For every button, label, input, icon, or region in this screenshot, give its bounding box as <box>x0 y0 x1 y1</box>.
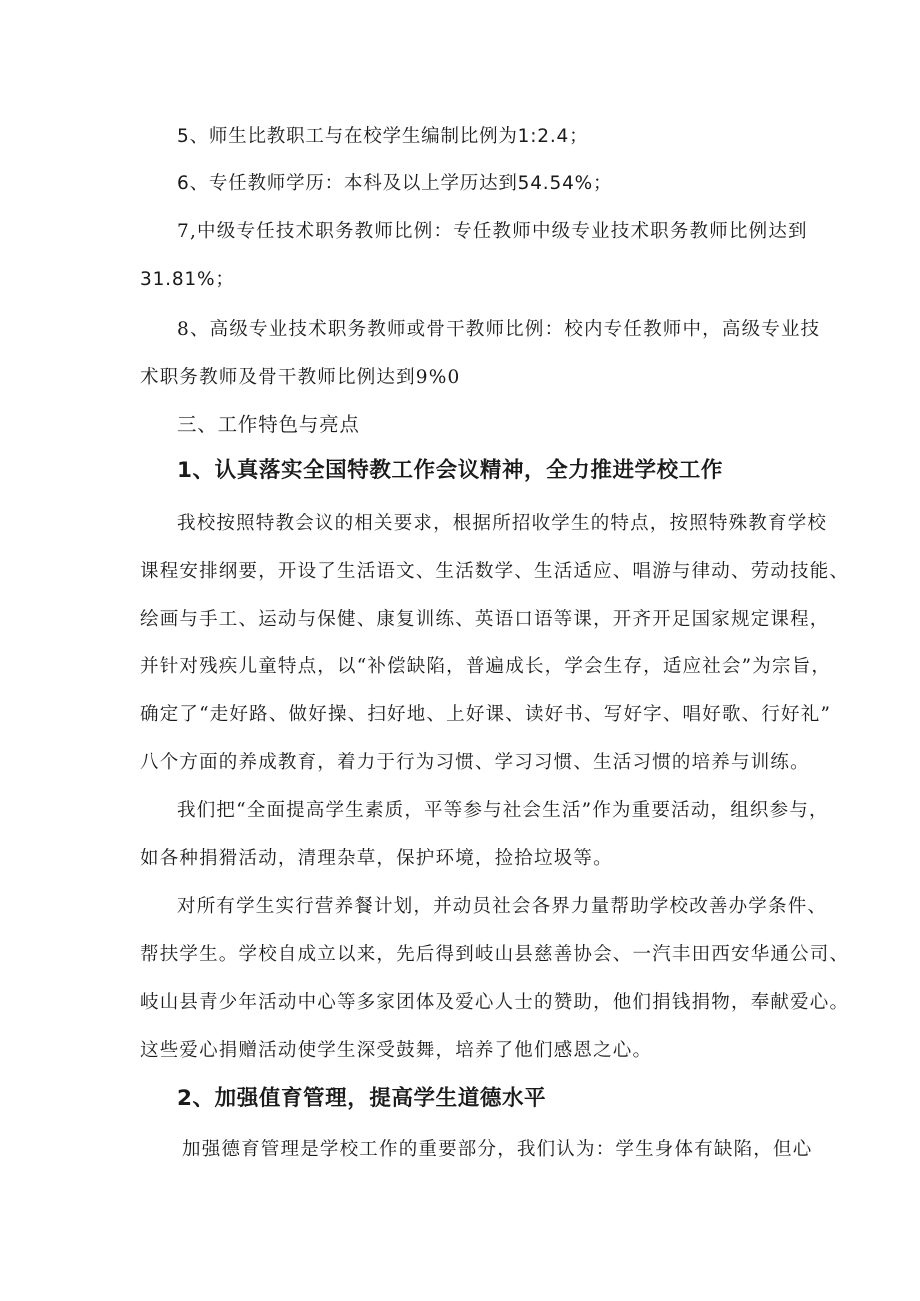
list-item-7-line1: 7,中级专任技术职务教师比例：专任教师中级专业技术职务教师比例达到 <box>177 221 808 242</box>
list-item-6: 6、专任教师学历：本科及以上学历达到54.54%； <box>177 173 613 194</box>
paragraph-line: 我们把“全面提高学生素质，平等参与社会生活”作为重要活动，组织参与， <box>177 800 829 821</box>
paragraph-line: 八个方面的养成教育，着力于行为习惯、学习习惯、生活习惯的培养与训练。 <box>140 752 810 773</box>
paragraph-line: 确定了“走好路、做好操、扫好地、上好课、读好书、写好字、唱好歌、行好礼” <box>140 704 832 725</box>
paragraph-line: 对所有学生实行营养餐计划，并动员社会各界力量帮助学校改善办学条件、 <box>177 896 828 917</box>
list-item-5: 5、师生比教职工与在校学生编制比例为1:2.4； <box>177 126 589 147</box>
paragraph-line: 如各种捐猾活动，清理杂草，保护环境，捡拾垃圾等。 <box>140 848 613 869</box>
list-item-8-line1: 8、高级专业技术职务教师或骨干教师比例：校内专任教师中，高级专业技 <box>177 319 821 340</box>
list-item-7-line2: 31.81%； <box>140 269 235 290</box>
list-item-8-line2: 术职务教师及骨干教师比例达到9%0 <box>140 367 461 388</box>
paragraph-line: 课程安排纲要，开设了生活语文、生活数学、生活适应、唱游与律动、劳动技能、 <box>140 561 850 582</box>
subsection-2-heading: 2、加强值育管理，提高学生道德水平 <box>177 1086 547 1111</box>
paragraph-line: 绘画与手工、运动与保健、康复训练、英语口语等课，开齐开足国家规定课程， <box>140 609 830 630</box>
section-title: 三、工作特色与亮点 <box>177 413 360 436</box>
paragraph-line: 加强德育管理是学校工作的重要部分，我们认为：学生身体有缺陷，但心 <box>182 1139 813 1160</box>
paragraph-line: 帮扶学生。学校自成立以来，先后得到岐山县慈善协会、一汽丰田西安华通公司、 <box>140 944 850 965</box>
paragraph-line: 这些爱心捐赠活动使学生深受鼓舞，培养了他们感恩之心。 <box>140 1040 653 1061</box>
paragraph-line: 并针对残疾儿童特点，以“补偿缺陷，普遍成长，学会生存，适应社会”为宗旨， <box>140 656 832 677</box>
paragraph-line: 我校按照特教会议的相关要求，根据所招收学生的特点，按照特殊教育学校 <box>177 513 828 534</box>
paragraph-line: 岐山县青少年活动中心等多家团体及爱心人士的赞助，他们捐钱捐物，奉献爱心。 <box>140 992 850 1013</box>
subsection-1-heading: 1、认真落实全国特教工作会议精神，全力推进学校工作 <box>177 458 723 483</box>
